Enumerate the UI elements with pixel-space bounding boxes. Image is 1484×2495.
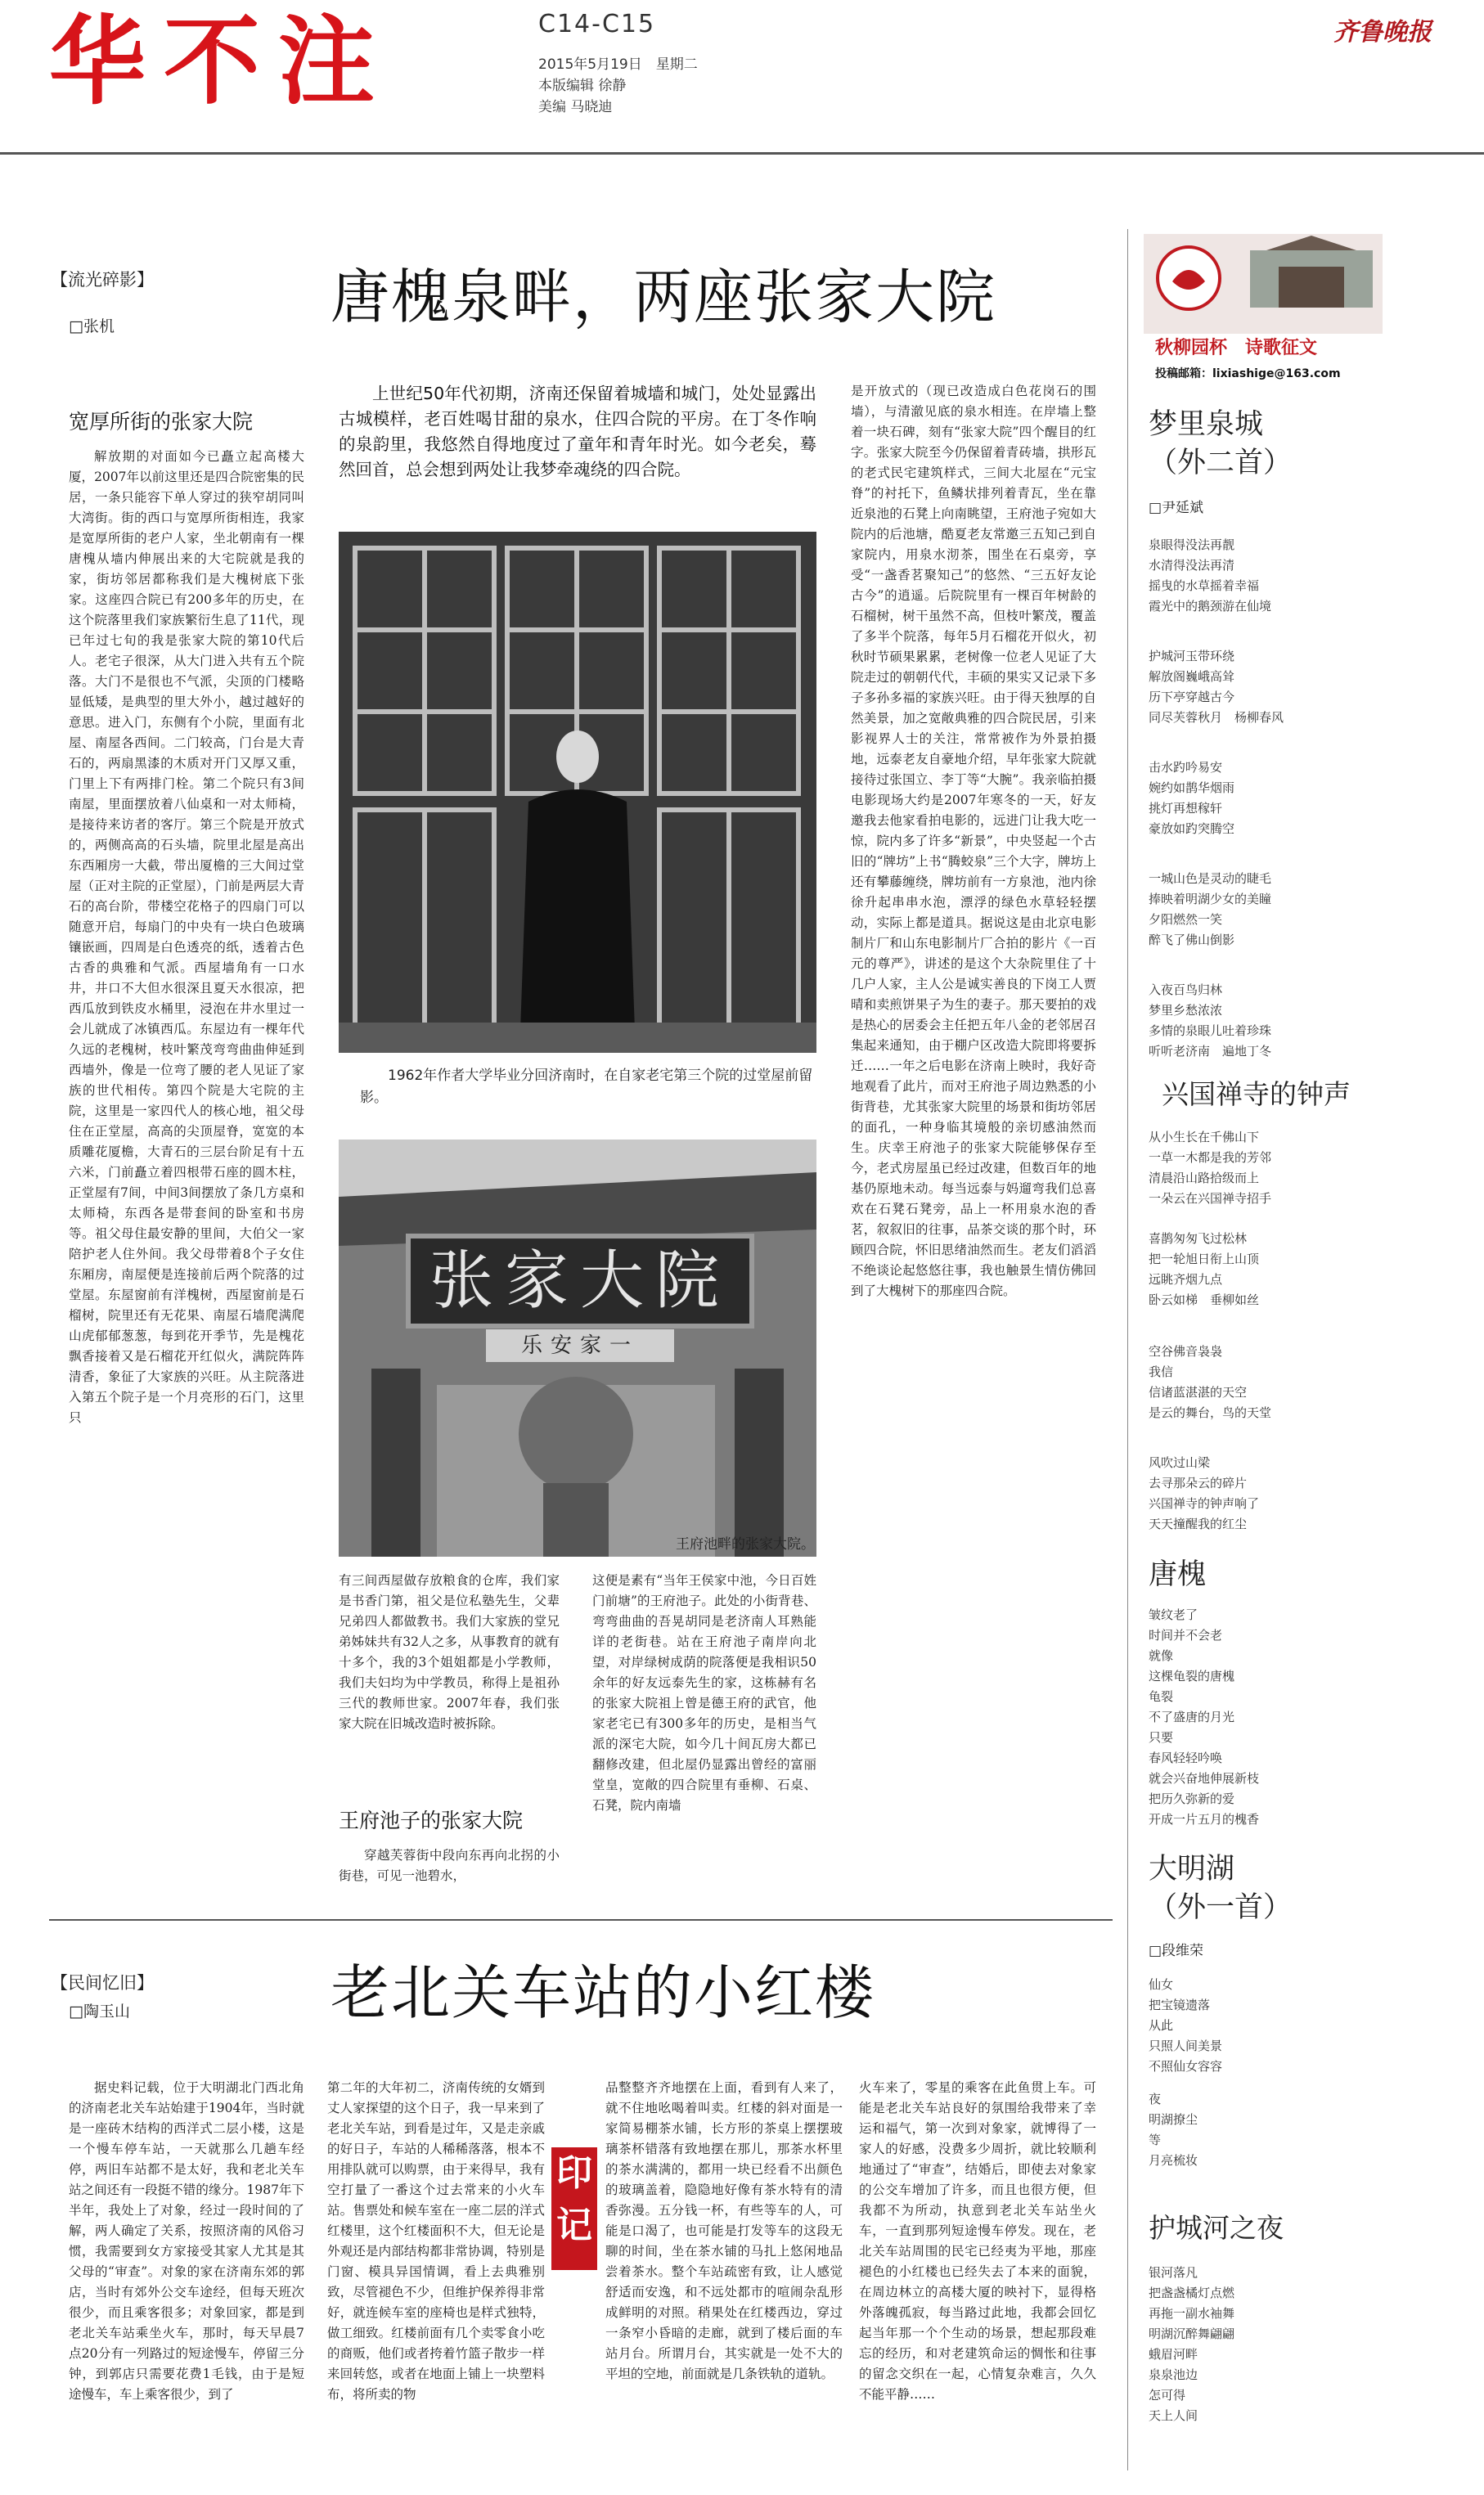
courtyard-gate-photo-caption: 王府池畔的张家大院。 bbox=[676, 1536, 815, 1553]
banner-email bbox=[1155, 365, 1341, 381]
poem-stanza: 喜鹊匆匆飞过松林 把一轮旭日衔上山顶 远眺齐烟九点 卧云如梯 垂柳如丝 bbox=[1149, 1231, 1260, 1307]
page-numbers: C14-C15 bbox=[538, 10, 656, 38]
article-column: 有三间西屋做存放粮食的仓库，我们家是书香门第，祖父是位私塾先生，父辈兄弟四人都做教书。我们大家族的堂兄弟姊妹共有32人之多，从事教育的就有十多个，我的3个姐姐都是小学教师，我们夫妇均为中学教员，称得上是祖孙三代的教师世家。2007年春，我们张家大院在旧城改造时被拆除。 bbox=[339, 1573, 560, 1731]
poem-title: 大明湖 （外一首） bbox=[1149, 1853, 1293, 1924]
article-column: 这便是素有“当年王侯家中池，今日百姓门前塘”的王府池子。此处的小街背巷、弯弯曲曲的吾晃胡同是老济南人耳熟能详的老街巷。站在王府池子南岸向北望，对岸绿树成荫的院落便是我相识50余年的好友远泰先生的家，这栋赫有名的张家大院祖上曾是德王府的武官，他家老宅已有300多年的历史，是相当气派的深宅大院，如今几十间瓦房大都已翻修改建，但北屋仍显露出曾经的富丽堂皇，宽敞的四合院里有垂柳、石桌、石凳，院内南墙 bbox=[592, 1573, 816, 1813]
courtyard-gate-photo bbox=[339, 1140, 816, 1557]
article-column: 解放期的对面如今已矗立起高楼大厦，2007年以前这里还是四合院密集的民居，一条只能容下单人穿过的狭窄胡同叫大湾街。街的西口与宽厚所街相连，我家是宽厚所街的老户人家，坐北朝南有一棵唐槐从墙内伸展出来的大宅院就是我的家，街坊邻居都称我们是大槐树底下张家。这座四合院已有200多年的历史，在这个院落里我们家族繁衍生息了11代，现已年过七旬的我是张家大院的第10代后人。老宅子很深，从大门进入共有五个院落。大门不是很也不气派，尖顶的门楼略显低矮，是典型的里大外小，越过越好的意思。进入门，东侧有个小院，里面有北屋、南屋各西间。二门较高，门台是大青石的，两扇黑漆的木质对开门又厚又重，门里上下有两排门栓。第二个院只有3间南屋，里面摆放着八仙桌和一对太师椅，是接待来访者的客厅。第三个院是开放式的，两侧高高的石头墙，院里北屋是高出东西厢房一大截，带出厦檐的三大间过堂屋（正对主院的正堂屋），门前是两层大青石的高台阶，带楼空花格子的四扇门可以随意开启，每扇门的中央有一块白色玻璃镶嵌画，四周是白色透亮的纸，透着古色古香的典雅和气派。西屋墙角有一口水井，井口不大但水很深且夏天水很凉，把西瓜放到铁皮水桶里，浸泡在井水里过一会儿就成了冰镇西瓜。东屋边有一棵年代久远的老槐树，枝叶繁茂弯弯曲曲伸延到西墙外，像是一位弯了腰的老人见证了家族的世代相传。第四个院是大宅院的主院，这里是一家四代人的核心地，祖父母住在正堂屋，高高的尖顶屋脊，宽宽的本质雕花厦檐，大青石的三层台阶足有十五六米，门前矗立着四根带石座的圆木柱，正堂屋有7间，中间3间摆放了条几方桌和太师椅，东西各是带套间的卧室和书房等。祖父母住最安静的里间，大伯父一家陪护老人住外间。我父母带着8个子女住东厢房，南屋便是连接前后两个院落的过堂屋。东屋窗前有洋槐树，西屋窗前是石榴树，院里还有无花果、南屋石墙爬满爬山虎郁郁葱葱，每到花开季节，先是槐花飘香接着又是石榴花开红似火，满院阵阵清香，象征了大家族的兴旺。从主院落进入第五个院子是一个月亮形的石门，这里只 bbox=[69, 449, 304, 1425]
poem-stanza: 击水趵吟易安 婉约如鹊华烟雨 挑灯再想稼轩 豪放如趵突腾空 bbox=[1149, 760, 1235, 836]
poem-stanza: 泉眼得没法再靓 水清得没法再清 摇曳的水草摇着幸福 霞光中的鹅颈游在仙境 bbox=[1149, 537, 1272, 614]
poem-stanza: 银河落凡 把盏盏橘灯点燃 再拖一副水袖舞 明湖沉醉舞翩翩 蛾眉河畔 泉泉池边 怎可得 天上人间 bbox=[1149, 2265, 1235, 2423]
banner-picture bbox=[1144, 234, 1383, 334]
plaque-text: 乐安家一 bbox=[520, 1333, 639, 1358]
banner-title: 秋柳园杯 诗歌征文 bbox=[1155, 338, 1318, 358]
editor-credit: 本版编辑 徐静 bbox=[538, 78, 627, 94]
poem-author: □尹延斌 bbox=[1149, 500, 1204, 516]
poem-stanza: 风吹过山梁 去寻那朵云的碎片 兴国禅寺的钟声响了 天天撞醒我的红尘 bbox=[1149, 1455, 1260, 1531]
subhead-wangfuchizi: 王府池子的张家大院 bbox=[339, 1809, 524, 1832]
article-headline: 老北关车站的小红楼 bbox=[331, 1958, 876, 2027]
article-column: 据史料记载，位于大明湖北门西北角的济南老北关车站始建于1904年，当时就是一座砖木结构的西洋式二层小楼，这是一个慢车停车站，一天就那么几趟车经停，两旧车站都不是太好，我和老北关车站之间还有一段挺不错的缘分。1987年下半年，我处上了对象，经过一段时间的了解，两人确定了关系，按照济南的风俗习惯，我需要到女方家接受其家人尤其是其父母的“审查”。对象的家在济南东郊的郭店，当时有郊外公交车途经，但每天班次很少，而且乘客很多；对象回家，都是到老北关车站乘坐火车，那时，每天早晨7点20分有一列路过的短途慢车，停留三分钟，到郭店只需要花费1毛钱，由于是短途慢车，车上乘客很少，到了 bbox=[69, 2080, 304, 2402]
poetry-contest-banner bbox=[1144, 234, 1383, 334]
article-column: 第二年的大年初二，济南传统的女婿到丈人家探望的这个日子，我一早来到了老北关车站，到看是过年，又是走亲戚的好日子，车站的人稀稀落落，根本不用排队就可以购票，由于来得早，我有空打量了一番这个过去常来的小火车站。售票处和候车室在一座二层的洋式红楼里，这个红楼面积不大，但无论是外观还是内部结构都非常协调，特别是门窗、模具异国情调，看上去典雅别致，尽管褪色不少，但维护保养得非常好，就连候车室的座椅也是样式独特，做工细致。红楼前面有几个卖零食小吃的商贩，他们或者挎着竹篮子散步一样来回转悠，或者在地面上铺上一块塑料布，将所卖的物 bbox=[327, 2080, 545, 2402]
masthead-rule bbox=[0, 152, 1484, 155]
poem-stanza: 空谷佛音袅袅 我信 信诸蓝湛湛的天空 是云的舞台，鸟的天堂 bbox=[1149, 1344, 1272, 1420]
portrait-photo-caption: 1962年作者大学毕业分回济南时，在自家老宅第三个院的过堂屋前留影。 bbox=[360, 1068, 813, 1106]
poem-author: □段维荣 bbox=[1149, 1943, 1204, 1959]
subhead-kuanhousuo: 宽厚所街的张家大院 bbox=[69, 410, 254, 434]
article-column: 品整整齐齐地摆在上面，看到有人来了，就不住地吆喝着叫卖。红楼的斜对面是一家简易棚茶水铺，长方形的茶桌上摆摆玻璃茶杯错落有致地摆在那儿，那茶水杯里的茶水满满的，都用一块已经看不出颜色的玻璃盖着，隐隐地好像有茶水特有的清香弥漫。五分钱一杯，有些等车的人，可能是口渴了，也可能是打发等车的这段无聊的时间，坐在茶水铺的马扎上悠闲地品尝着茶水。整个车站疏密有致，让人感觉舒适而安逸，和不远处都市的喧闹杂乱形成鲜明的对照。稍果处在红楼西边，穿过一条窄小昏暗的走廊，就到了楼后面的车站月台。所谓月台，其实就是一处不大的平坦的空地，前面就是几条铁轨的道轨。 bbox=[605, 2080, 843, 2381]
poem-title: 梦里泉城 （外二首） bbox=[1149, 408, 1293, 479]
poem-title: 唐槐 bbox=[1149, 1558, 1207, 1591]
poem-title: 兴国禅寺的钟声 bbox=[1162, 1078, 1351, 1110]
section-tag: 【民间忆旧】 bbox=[51, 1973, 154, 1993]
email-address: lixiashige@163.com bbox=[1212, 367, 1341, 380]
poem-stanza: 仙女 把宝镜遗落 从此 只照人间美景 不照仙女容容 bbox=[1149, 1977, 1223, 2074]
designer-credit: 美编 马晓迪 bbox=[538, 99, 613, 115]
gate-sign-text: 张家大院 bbox=[429, 1244, 731, 1318]
newspaper-logo: 齐鲁晚报 bbox=[1333, 18, 1432, 47]
column-name: 华不注 bbox=[49, 5, 393, 118]
issue-date: 2015年5月19日 星期二 bbox=[538, 56, 698, 73]
poem-stanza: 一城山色是灵动的睫毛 捧映着明湖少女的美瞳 夕阳燃然一笑 醉飞了佛山倒影 bbox=[1149, 871, 1272, 947]
poem-stanza: 皱纹老了 时间并不会老 就像 这棵龟裂的唐槐 龟裂 不了盛唐的月光 只要 春风轻轻吟唤 就会兴奋地伸展新枝 把历久弥新的爱 开成一片五月的槐香 bbox=[1149, 1607, 1260, 1827]
article-column: 穿越芙蓉街中段向东再向北拐的小街巷，可见一池碧水， bbox=[339, 1848, 560, 1883]
poem-title: 护城河之夜 bbox=[1149, 2212, 1284, 2244]
email-label: 投稿邮箱： bbox=[1155, 367, 1212, 380]
section-tag: 【流光碎影】 bbox=[51, 270, 154, 290]
article-headline: 唐槐泉畔，两座张家大院 bbox=[331, 263, 997, 331]
poem-stanza: 夜 明湖撩尘 等 月亮梳妆 bbox=[1149, 2092, 1198, 2168]
section-divider bbox=[49, 1919, 1113, 1921]
poem-stanza: 入夜百鸟归林 梦里乡愁浓浓 多情的泉眼儿吐着珍珠 听听老济南 遍地丁冬 bbox=[1149, 982, 1272, 1059]
poem-stanza: 从小生长在千佛山下 一草一木都是我的芳邻 清晨沿山路拾级而上 一朵云在兴国禅寺招手 bbox=[1149, 1130, 1272, 1206]
article-author: □张机 bbox=[69, 317, 115, 335]
portrait-photo bbox=[339, 532, 816, 1053]
article-lead: 上世纪50年代初期，济南还保留着城墙和城门，处处显露出古城模样，老百姓喝甘甜的泉水，住四合院的平房。在丁冬作响的泉韵里，我悠然自得地度过了童年和青年时光。如今老矣，蓦然回首，总会想到两处让我梦牵魂绕的四合院。 bbox=[339, 384, 816, 479]
sidebar-divider bbox=[1127, 229, 1128, 2470]
article-column: 是开放式的（现已改造成白色花岗石的围墙），与清澈见底的泉水相连。在岸墙上整着一块石碑，刻有“张家大院”四个醒目的红字。张家大院至今仍保留着青砖墙，拱形瓦的老式民宅建筑样式，三间大北屋在“元宝脊”的衬托下，鱼鳞状排列着青瓦，坐在靠近泉池的石凳上向南眺望，王府池子宛如大院内的后池塘，酷夏老友常邀三五知己到自家院内，用泉水沏茶，围坐在石桌旁，享受“一盏香茗聚知己”的悠然、“三五好友论古今”的逍遥。后院院里有一棵百年树龄的石榴树，树干虽然不高，但枝叶繁茂，覆盖了多半个院落，每年5月石榴花开似火，初秋时节硕果累累，老树像一位老人见证了大院走过的朝朝代代，丰硕的果实又记录下多子多孙多福的家族兴旺。由于得天独厚的自然美景，加之宽敞典雅的四合院民居，引来影视界人士的关注，常常被作为外景拍摄地，远泰老友自豪地介绍，早年张家大院就接待过张国立、李丁等“大腕”。我亲临拍摄电影现场大约是2007年寒冬的一天，好友邀我去他家看拍电影的，远进门让我大吃一惊，院内多了许多“新景”，中央竖起一个古旧的“牌坊”上书“腾蛟泉”三个大字，牌坊上还有攀藤缠绕，牌坊前有一方泉池，池内徐徐升起串串水泡，漂浮的绿色水草轻轻摆动，实际上都是道具。据说这是由北京电影制片厂和山东电影制片厂合拍的影片《一百元的尊严》，讲述的是这个大杂院里住了十几户人家，主人公是诚实善良的下岗工人贾晴和卖煎饼果子为生的妻子。那天要拍的戏是热心的居委会主任把五年八金的老邻居召集起来通知，由于棚户区改造大院即将要拆迁……一年之后电影在济南上映时，我好奇地观看了此片，而对王府池子周边熟悉的小街背巷，尤其张家大院里的场景和街坊邻居的面孔，一种身临其境般的亲切感油然而生。庆幸王府池子的张家大院能够保存至今，老式房屋虽已经过改建，但数百年的地基仍原地未动。每当远泰与妈遛弯我们总喜欢在石凳石凳旁，品上一杯用泉水泡的香茗，叙叙旧的往事，品茶交谈的那个时，环顾四合院，怀旧思绪油然而生。老友们滔滔不绝谈论起悠悠往事，我也触景生情仿佛回到了大槐树下的那座四合院。 bbox=[851, 384, 1096, 1298]
article-column: 火车来了，零星的乘客在此鱼贯上车。可能是老北关车站良好的氛围给我带来了幸运和福气，第一次到对象家，就博得了一家人的好感，没费多少周折，就比较顺利地通过了“审查”，结婚后，即使去对象家的公交车增加了许多，而且也很方便，但我都不为所动，执意到老北关车站坐火车，一直到那列短途慢车停发。现在，老北关车站周围的民宅已经夷为平地，那座褪色的小红楼也已经失去了本来的面貌，在周边林立的高楼大厦的映衬下，显得格外落魄孤寂，每当路过此地，我都会回忆起当年那一个个生动的场景，想起那段难忘的经历，和对老建筑命运的惆怅和往事的留念交织在一起，心情复杂难言，久久不能平静…… bbox=[859, 2080, 1096, 2402]
poem-stanza: 护城河玉带环绕 解放阁巍峨高耸 历下亭穿越古今 同尽芙蓉秋月 杨柳春风 bbox=[1149, 649, 1284, 725]
yinji-stamp: 印记 bbox=[551, 2147, 597, 2270]
lattice-window-picture bbox=[339, 532, 816, 1053]
article-author: □陶玉山 bbox=[69, 2003, 130, 2021]
